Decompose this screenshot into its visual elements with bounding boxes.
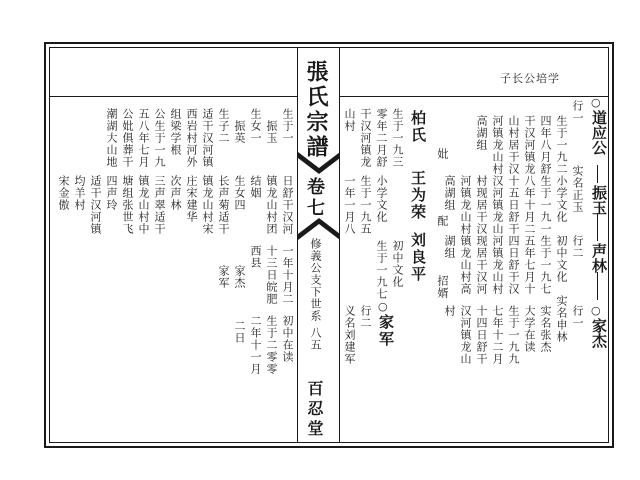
left-lower-col-4: 生女四 — [233, 175, 246, 211]
baishi-col-4: 山村 — [343, 108, 356, 132]
left-col-7: 西岩村河外 — [185, 108, 198, 168]
zhenyu-col-9: 高湖组 — [443, 175, 456, 211]
jiajun-col-1: 行二 — [359, 305, 372, 329]
baishi-col-1: 生于一九三 — [391, 108, 404, 168]
liuliangping-col-1: 初中文化 — [391, 240, 404, 288]
zhenyu-col-8: 河镇龙山村 — [459, 175, 472, 235]
jiajie-col-6: 七年十二月 — [491, 305, 504, 365]
pei-label: 配 — [436, 215, 449, 227]
jiajie-col-9: 村 — [443, 305, 456, 317]
gen3-name: 声林 — [590, 243, 608, 273]
left-col-8: 组梁学根 — [169, 108, 182, 156]
zhenyu-col-2: 小学文化 — [555, 175, 568, 223]
jiajun-circle: ○ — [378, 300, 388, 313]
left-bottom-col-4: 家杰 — [233, 265, 246, 289]
left-lower-col-12: 四声玲 — [105, 175, 118, 211]
shenglin-col-1: 行二 — [571, 235, 584, 259]
left-lower-col-9: 三声翠适干 — [153, 175, 166, 235]
header-rule-right — [339, 96, 609, 97]
liuliangping-name: 刘良平 — [409, 232, 427, 283]
page-number: 八五 — [309, 327, 322, 351]
baishi-name: 柏氏 — [409, 110, 427, 144]
daoying-col-5: 山村居干汉 — [507, 115, 520, 175]
wangweirong-name: 王为荣 — [409, 170, 427, 221]
daoying-col-7: 高湖组 — [475, 115, 488, 151]
jiajie-col-3: 实名张杰 — [539, 305, 552, 353]
zhenyu-col-3: 生于一九一 — [539, 175, 552, 235]
daoying-col-4: 干汉河镇龙 — [523, 115, 536, 175]
left-bottom-col-1: 一年十月二 — [281, 245, 294, 305]
zhenyu-col-1: 实名正玉 — [571, 165, 584, 213]
left-bottom-col-9: 二日 — [233, 320, 246, 344]
left-col-10: 五八年七月 — [137, 108, 150, 168]
jiajun-name: 家军 — [377, 314, 395, 348]
branch-label: 修義公支下世系 — [309, 238, 322, 322]
left-col-5: 生子二 — [217, 108, 230, 144]
gen1-name: 道应公 — [590, 110, 608, 155]
spine-border-right — [339, 47, 340, 443]
zhenyu-col-7: 村现居干汉 — [475, 175, 488, 235]
left-lower-col-7: 庄宋建华 — [185, 175, 198, 223]
shenglin-col-9: 湖组 — [443, 235, 456, 259]
left-bottom-col-6: 初中在读 — [281, 315, 294, 363]
left-col-11: 公妣俱葬干 — [121, 108, 134, 168]
shenglin-col-7: 现居干汉河 — [475, 235, 488, 295]
shenglin-col-5: 四日舒干汉 — [507, 235, 520, 295]
jiajun-col-2: 义名刘建军 — [343, 305, 356, 365]
wangweirong-col-2: 生于一九五 — [359, 175, 372, 235]
left-col-4: 振英 — [233, 120, 246, 144]
fishtail-top-mark — [298, 152, 340, 174]
jiajie-col-2: 行一 — [571, 305, 584, 329]
left-col-12: 潮湖大山地 — [105, 108, 118, 168]
gen4-name: 家杰 — [590, 318, 608, 348]
zhenyu-col-5: 十五日舒干 — [507, 175, 520, 235]
left-col-3: 生女一 — [249, 108, 262, 144]
hall-name: 百忍堂 — [305, 380, 324, 440]
zhenyu-col-6: 汉河镇龙山 — [491, 175, 504, 235]
jiajie-col-8: 汉河镇龙山 — [459, 305, 472, 365]
left-lower-col-10: 镇龙山村中 — [137, 175, 150, 235]
jiajie-col-4: 大学在读 — [523, 305, 536, 353]
jiajie-col-1: 实名申林 — [555, 295, 568, 343]
genealogy-title: 張氏宗譜 — [303, 60, 329, 160]
gen-connector-1 — [597, 165, 598, 183]
left-lower-col-2: 镇龙山村团 — [265, 175, 278, 235]
left-lower-col-11: 塘组张世飞 — [121, 175, 134, 235]
left-col-9: 公生于一九 — [153, 108, 166, 168]
left-lower-col-5: 长声菊适干 — [217, 175, 230, 235]
daoying-col-6: 河镇龙山村 — [491, 115, 504, 175]
left-col-6: 适干汉河镇 — [201, 108, 214, 168]
liuliangping-col-2: 生于一九七 — [375, 240, 388, 300]
left-lower-col-8: 次声林 — [169, 175, 182, 211]
spine-border-left — [297, 47, 298, 443]
left-lower-col-13: 适干汉河镇 — [89, 175, 102, 235]
jiajie-col-5: 生于一九九 — [507, 305, 520, 365]
shenglin-col-6: 河镇龙山村 — [491, 235, 504, 295]
gen-connector-3 — [597, 272, 598, 300]
left-lower-col-15: 宋金傲 — [57, 175, 70, 211]
zhenyu-col-4: 八年十月二 — [523, 175, 536, 235]
gen2-name: 振玉 — [590, 185, 608, 215]
shenglin-col-3: 生于一九七 — [539, 235, 552, 295]
wangweirong-col-3: 一年一月八 — [343, 175, 356, 235]
left-bottom-col-3: 西县 — [249, 245, 262, 269]
jiajie-col-7: 十四日舒干 — [475, 305, 488, 365]
gen-circle-4: ○ — [591, 304, 601, 317]
baishi-col-2: 零年二月舒 — [375, 108, 388, 168]
shenglin-col-2: 初中文化 — [555, 235, 568, 283]
volume-label: 卷七 — [304, 177, 325, 219]
left-lower-col-6: 镇龙山村宋 — [201, 175, 214, 235]
gen-connector-2 — [597, 213, 598, 241]
left-bottom-col-2: 十三日皖肥 — [265, 245, 278, 305]
wangweirong-col-1: 小学文化 — [375, 175, 388, 223]
daoying-col-2: 生于一九二 — [555, 115, 568, 175]
left-lower-col-1: 日舒干汉河 — [281, 175, 294, 235]
header-rule-left — [49, 96, 297, 97]
left-col-2: 振玉 — [265, 120, 278, 144]
bi-label: 妣 — [436, 148, 449, 160]
baishi-col-3: 干汉河镇龙 — [359, 108, 372, 168]
gen-circle-1: ○ — [591, 96, 601, 109]
left-bottom-col-8: 二年十一月 — [249, 315, 262, 375]
daoying-col-3: 四年八月舒 — [539, 115, 552, 175]
fishtail-bottom-mark — [298, 218, 340, 240]
left-col-1: 生于一 — [281, 108, 294, 144]
left-lower-col-14: 均羊村 — [73, 175, 86, 211]
left-lower-col-3: 结姻 — [249, 175, 262, 199]
shenglin-col-8: 镇龙山村高 — [459, 235, 472, 295]
daoying-col-1: 行一 — [571, 100, 584, 124]
left-bottom-col-7: 生于二零零 — [265, 315, 278, 375]
zhaoxu-label: 招婿 — [436, 275, 449, 299]
lineage-header: 子长公培学 — [500, 72, 560, 85]
left-bottom-col-5: 家军 — [217, 265, 230, 289]
shenglin-col-4: 五年七月十 — [523, 235, 536, 295]
